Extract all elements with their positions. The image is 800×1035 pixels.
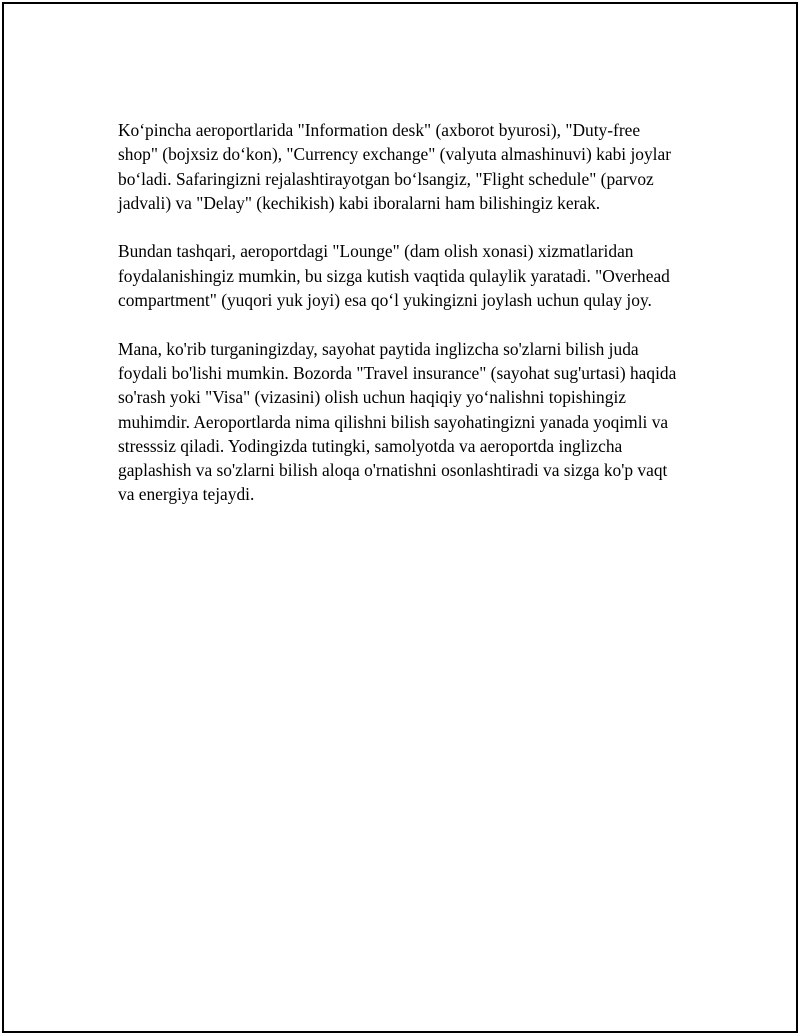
paragraph-conclusion: Mana, ko'rib turganingizday, sayohat paytida inglizcha so'zlarni bilish juda foydali bo'lishi mumkin. Bozorda "Travel insurance" (sayohat sug'urtasi) haqida so'rash yoki "Visa" (vizasini) olish uchun haqiqiy yo‘nalishni topishingiz muhimdir. Aeroportlarda nima qilishni bilish sayohatingizni yanada yoqimli va stresssiz qiladi. Yodingizda tutingki, samolyotda va aeroportda inglizcha gaplashish va so'zlarni bilish aloqa o'rnatishni osonlashtiradi va sizga ko'p vaqt va energiya tejaydi. [118,338,677,505]
paragraph-lounge: Bundan tashqari, aeroportdagi "Lounge" (dam olish xonasi) xizmatlaridan foydalanishingiz mumkin, bu sizga kutish vaqtida qulaylik yaratadi. "Overhead compartment" (yuqori yuk joyi) esa qo‘l yukingizni joylash uchun qulay joy. [118,241,670,311]
document-body [118,118,678,531]
paragraph-airport-places: Ko‘pincha aeroportlarida "Information desk" (axborot byurosi), "Duty-free shop" (bojxsiz do‘kon), "Currency exchange" (valyuta almashinuvi) kabi joylar bo‘ladi. Safaringizni rejalashtirayotgan bo‘lsangiz, "Flight schedule" (parvoz jadvali) va "Delay" (kechikish) kabi iboralarni ham bilishingiz kerak. [118,120,672,213]
